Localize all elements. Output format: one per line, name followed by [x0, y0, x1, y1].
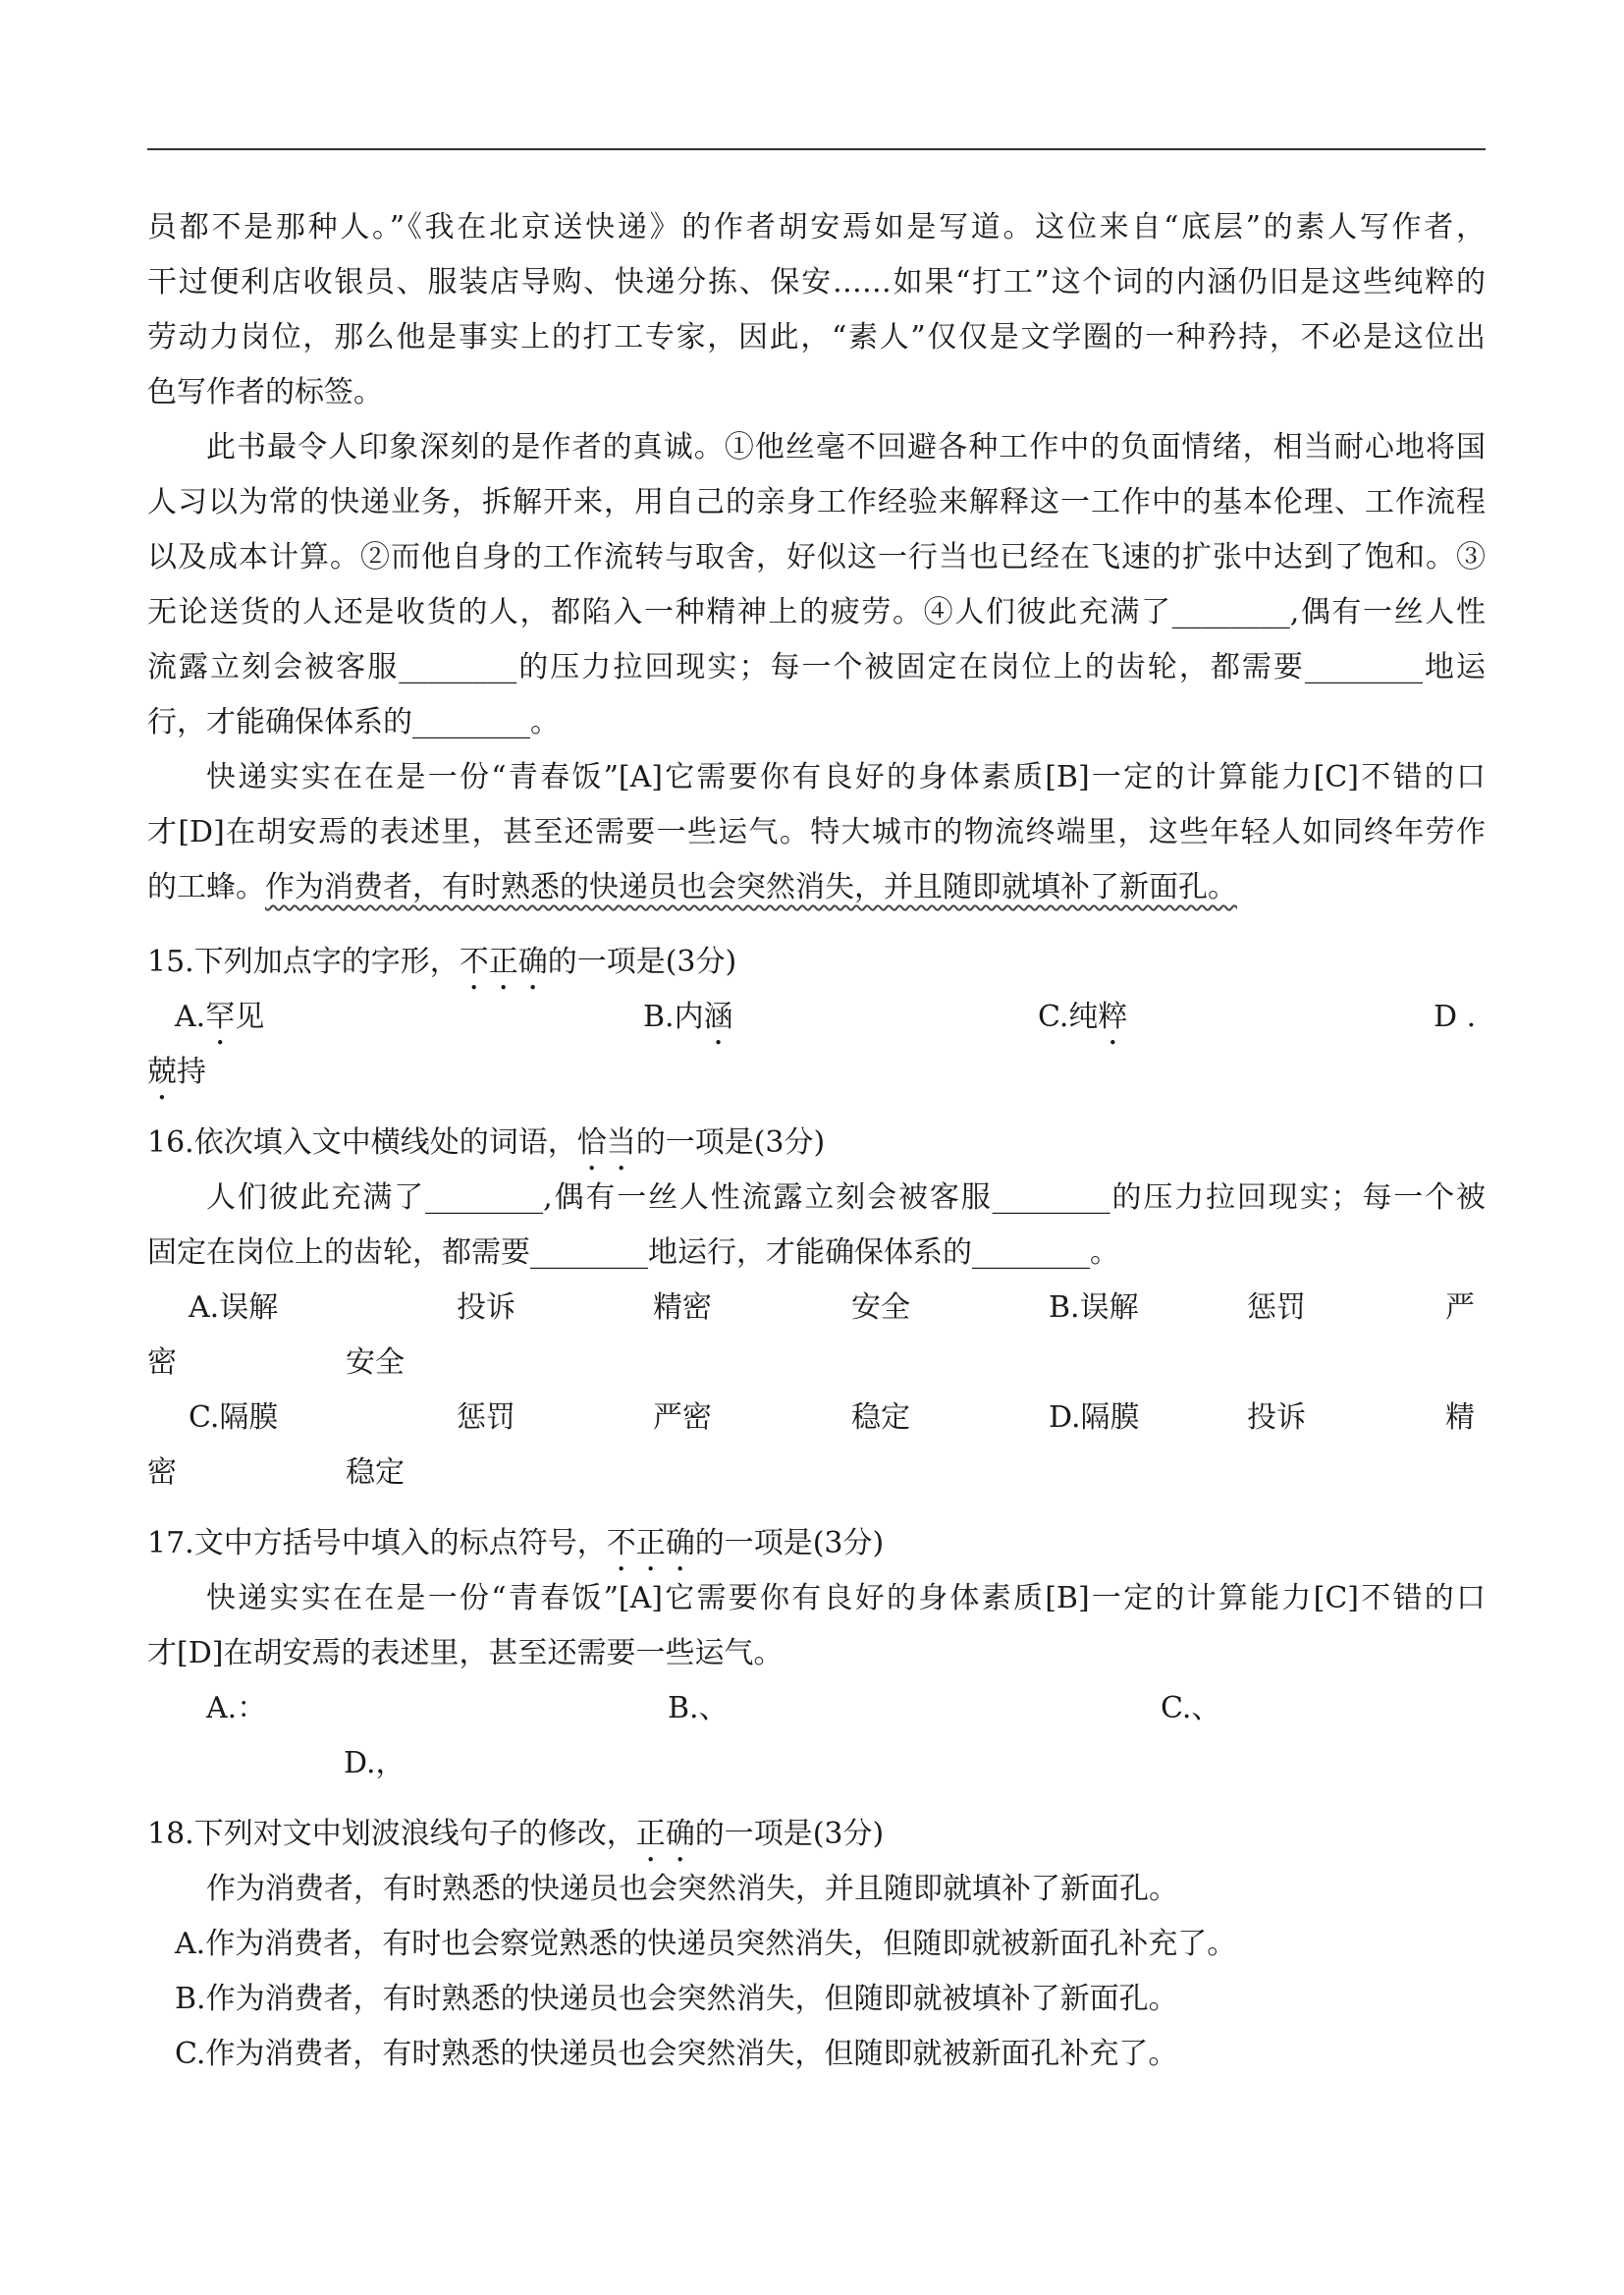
stem-text: 15.下列加点字的字形，: [147, 945, 460, 979]
passage-line: 色写作者的标签。: [147, 375, 383, 410]
passage-line: 无论送货的人还是收货的人，都陷入一种精神上的疲劳。④人们彼此充满了________,偶有一丝人性: [147, 595, 1486, 629]
option-word: 投诉: [457, 1290, 515, 1325]
option-word: 稳定: [346, 1455, 405, 1490]
option-label: A.: [175, 1000, 206, 1034]
option-b[interactable]: B.作为消费者，有时熟悉的快递员也会突然消失，但随即就被填补了新面孔。: [175, 1982, 1178, 2016]
question-15-stem: [147, 943, 1486, 997]
emphasis-mark: 正确: [635, 1817, 695, 1851]
option-word: 密: [147, 1455, 177, 1490]
dotted-char: 罕: [205, 1000, 236, 1034]
passage-line: 行，才能确保体系的________。: [147, 705, 560, 739]
passage-text: 的工蜂。: [147, 870, 265, 904]
option-word: 严: [1445, 1290, 1475, 1325]
question-16-text: 人们彼此充满了________,偶有一丝人性流露立刻会被客服________的压力拉回现实；每一个被: [206, 1180, 1486, 1215]
wavy-underlined-sentence: 作为消费者，有时熟悉的快递员也会突然消失，并且随即就填补了新面孔。: [265, 870, 1237, 904]
option-d[interactable]: D.，: [344, 1746, 406, 1780]
option-b[interactable]: B.误解: [1049, 1290, 1139, 1325]
question-17-stem: [147, 1524, 1486, 1578]
stem-text: 17.文中方括号中填入的标点符号，: [147, 1526, 607, 1560]
option-a[interactable]: [175, 998, 264, 1052]
option-word: 严密: [653, 1400, 712, 1435]
option-word: 精密: [653, 1290, 712, 1325]
question-16-stem: [147, 1123, 1486, 1177]
stem-text: 的一项是(3分): [694, 1817, 885, 1851]
passage-line: [147, 868, 1486, 907]
option-d-text[interactable]: [147, 1053, 206, 1107]
passage-line: 流露立刻会被客服________的压力拉回现实；每一个被固定在岗位上的齿轮，都需要________地运: [147, 650, 1486, 684]
option-word: 密: [147, 1345, 177, 1380]
option-word: 安全: [851, 1290, 910, 1325]
option-a[interactable]: A.：: [206, 1691, 267, 1725]
option-a[interactable]: A.误解: [189, 1290, 279, 1325]
option-d-label[interactable]: D .: [1434, 1000, 1477, 1034]
passage-line: 人习以为常的快递业务，拆解开来，用自己的亲身工作经验来解释这一工作中的基本伦理、工作流程: [147, 485, 1486, 519]
option-label: B.内: [643, 1000, 704, 1034]
option-c[interactable]: C.作为消费者，有时熟悉的快递员也会突然消失，但随即就被新面孔补充了。: [175, 2037, 1178, 2071]
option-word: 精: [1445, 1400, 1475, 1435]
passage-line: 快递实实在在是一份“青春饭”[A]它需要你有良好的身体素质[B]一定的计算能力[C]不错的口: [206, 760, 1486, 794]
option-c[interactable]: C.、: [1161, 1691, 1221, 1725]
option-c[interactable]: C.隔膜: [189, 1400, 279, 1435]
emphasis-mark: 不正确: [606, 1526, 695, 1560]
passage-line: 以及成本计算。②而他自身的工作流转与取舍，好似这一行当也已经在飞速的扩张中达到了饱和。③: [147, 540, 1486, 574]
option-word: 惩罚: [457, 1400, 515, 1435]
emphasis-mark: 不正确: [459, 945, 548, 979]
question-18-sentence: 作为消费者，有时熟悉的快递员也会突然消失，并且随即就填补了新面孔。: [206, 1872, 1178, 1906]
option-word: 稳定: [851, 1400, 910, 1435]
question-17-text: 才[D]在胡安焉的表述里，甚至还需要一些运气。: [147, 1636, 784, 1670]
passage-line: 干过便利店收银员、服装店导购、快递分拣、保安……如果“打工”这个词的内涵仍旧是这些纯粹的: [147, 265, 1486, 300]
option-b[interactable]: [643, 998, 733, 1052]
stem-text: 的一项是(3分): [635, 1125, 826, 1160]
stem-text: 16.依次填入文中横线处的词语，: [147, 1125, 577, 1160]
question-16-text: 固定在岗位上的齿轮，都需要________地运行，才能确保体系的________。: [147, 1235, 1119, 1270]
option-a[interactable]: A.作为消费者，有时也会察觉熟悉的快递员突然消失，但随即就被新面孔补充了。: [175, 1927, 1237, 1961]
passage-line: 劳动力岗位，那么他是事实上的打工专家，因此，“素人”仅仅是文学圈的一种矜持，不必是这位出: [147, 320, 1486, 355]
stem-text: 的一项是(3分): [547, 945, 737, 979]
question-18-stem: [147, 1815, 1486, 1869]
passage-line: 员都不是那种人。”《我在北京送快递》的作者胡安焉如是写道。这位来自“底层”的素人写作者，: [147, 210, 1486, 245]
option-c[interactable]: [1038, 998, 1127, 1052]
option-label: C.纯: [1038, 1000, 1099, 1034]
option-text: 持: [177, 1055, 206, 1089]
dotted-char: 涵: [703, 1000, 733, 1034]
passage-line: 此书最令人印象深刻的是作者的真诚。①他丝毫不回避各种工作中的负面情绪，相当耐心地将国: [206, 430, 1486, 464]
stem-text: 的一项是(3分): [694, 1526, 885, 1560]
passage-line: 才[D]在胡安焉的表述里，甚至还需要一些运气。特大城市的物流终端里，这些年轻人如同终年劳作: [147, 815, 1486, 849]
option-text: 见: [235, 1000, 265, 1034]
option-word: 安全: [346, 1345, 405, 1380]
stem-text: 18.下列对文中划波浪线句子的修改，: [147, 1817, 636, 1851]
dotted-char: 粹: [1098, 1000, 1128, 1034]
dotted-char: 兢: [147, 1055, 177, 1089]
option-word: 投诉: [1247, 1400, 1306, 1435]
option-word: 惩罚: [1247, 1290, 1306, 1325]
emphasis-mark: 恰当: [576, 1125, 636, 1160]
question-17-text: 快递实实在在是一份“青春饭”[A]它需要你有良好的身体素质[B]一定的计算能力[C]不错的口: [206, 1581, 1486, 1615]
header-rule: [147, 148, 1486, 150]
option-b[interactable]: B.、: [668, 1691, 729, 1725]
option-d[interactable]: D.隔膜: [1049, 1400, 1140, 1435]
